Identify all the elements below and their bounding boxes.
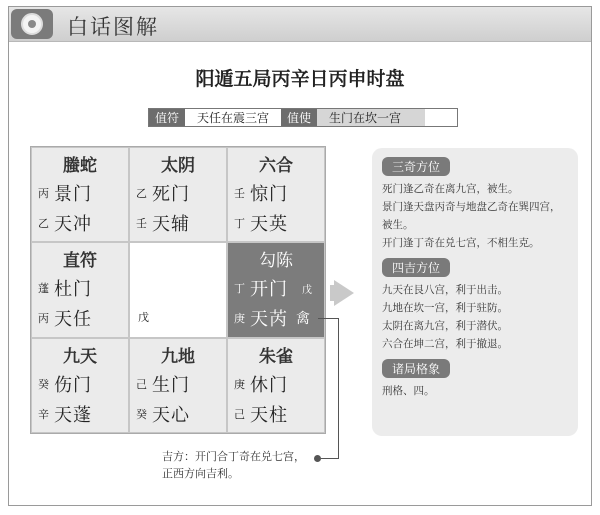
sanqi-heading: 三奇方位 [382, 157, 450, 176]
heaven-stem: 己 [136, 377, 147, 391]
heaven-stem: 癸 [38, 377, 49, 391]
star-label: 天芮 [250, 309, 288, 331]
side-star: 禽 [296, 311, 310, 328]
palace-xun4 [31, 147, 129, 242]
palace-zhen3 [31, 242, 129, 337]
palace-god: 螣蛇 [63, 156, 97, 176]
palace-kan1 [129, 338, 227, 433]
zhishi-tag: 值使 [281, 109, 317, 126]
star-label: 天任 [54, 309, 92, 331]
palace-god: 勾陈 [259, 251, 293, 272]
connector-dot [314, 455, 321, 462]
door-label: 死门 [152, 184, 190, 205]
side-stem: 戊 [302, 284, 312, 296]
center-stem: 戊 [138, 311, 149, 325]
star-label: 天蓬 [54, 404, 92, 426]
header-title: 白话图解 [67, 15, 159, 39]
heaven-stem: 庚 [234, 377, 245, 391]
door-label: 杜门 [54, 279, 92, 301]
door-label: 休门 [250, 374, 288, 396]
logo-icon [11, 9, 53, 39]
zhifu-tag: 值符 [149, 109, 185, 126]
earth-stem: 乙 [38, 217, 49, 230]
connector-line [338, 318, 339, 459]
palace-god: 太阴 [161, 156, 195, 176]
star-label: 天辅 [152, 214, 190, 235]
heaven-stem: 丙 [38, 187, 49, 200]
info-bar [148, 108, 458, 127]
geju-heading: 诸局格象 [382, 359, 450, 378]
palace-kun2 [227, 147, 325, 242]
door-label: 惊门 [250, 184, 288, 205]
earth-stem: 辛 [38, 407, 49, 421]
auspicious-note: 吉方：开门合丁奇在兑七宫，正西方向吉利。 [162, 450, 305, 480]
palace-gen8 [31, 338, 129, 433]
earth-stem: 丁 [234, 217, 245, 230]
arrow-right-icon [334, 280, 354, 306]
palace-center5 [129, 242, 227, 337]
palace-li9 [129, 147, 227, 242]
palace-grid [30, 146, 326, 434]
zhishi-value: 生门在坎一宫 [317, 109, 425, 126]
siji-text: 九天在艮八宫，利于出击。 九地在坎一宫，利于驻防。 太阴在离九宫，利于潜伏。 六合在坤二宫，利于撤退。 [382, 284, 508, 350]
earth-stem: 丙 [38, 312, 49, 326]
star-label: 天柱 [250, 404, 288, 426]
door-label: 景门 [54, 184, 92, 205]
header-bar [9, 7, 591, 42]
connector-line [321, 458, 339, 459]
heaven-stem: 乙 [136, 187, 147, 200]
siji-heading: 四吉方位 [382, 258, 450, 277]
palace-god: 六合 [259, 156, 293, 176]
earth-stem: 己 [234, 407, 245, 421]
explanation-panel [372, 148, 578, 436]
page-title: 阳遁五局丙辛日丙申时盘 [195, 68, 405, 90]
heaven-stem: 蓬 [38, 282, 49, 296]
earth-stem: 癸 [136, 407, 147, 421]
palace-qian6 [227, 338, 325, 433]
door-label: 伤门 [54, 374, 92, 396]
earth-stem: 庚 [234, 312, 245, 326]
palace-dui7 [227, 242, 325, 337]
palace-god: 直符 [63, 251, 97, 272]
star-label: 天心 [152, 404, 190, 426]
door-label: 生门 [152, 374, 190, 396]
connector-line [318, 318, 339, 319]
star-label: 天冲 [54, 214, 92, 235]
heaven-stem: 壬 [234, 187, 245, 200]
star-label: 天英 [250, 214, 288, 235]
zhifu-value: 天任在震三宫 [185, 109, 281, 126]
palace-god: 九天 [63, 346, 97, 367]
heaven-stem: 丁 [234, 282, 245, 296]
palace-god: 朱雀 [259, 346, 293, 367]
palace-god: 九地 [161, 346, 195, 367]
door-label: 开门 [250, 279, 288, 301]
geju-text: 刑格、四。 [382, 385, 435, 397]
earth-stem: 壬 [136, 217, 147, 230]
sanqi-text: 死门逢乙奇在离九宫，被生。 景门逢天盘丙奇与地盘乙奇在巽四宫，被生。 开门逢丁奇在兑七宫，不相生克。 [382, 183, 561, 249]
